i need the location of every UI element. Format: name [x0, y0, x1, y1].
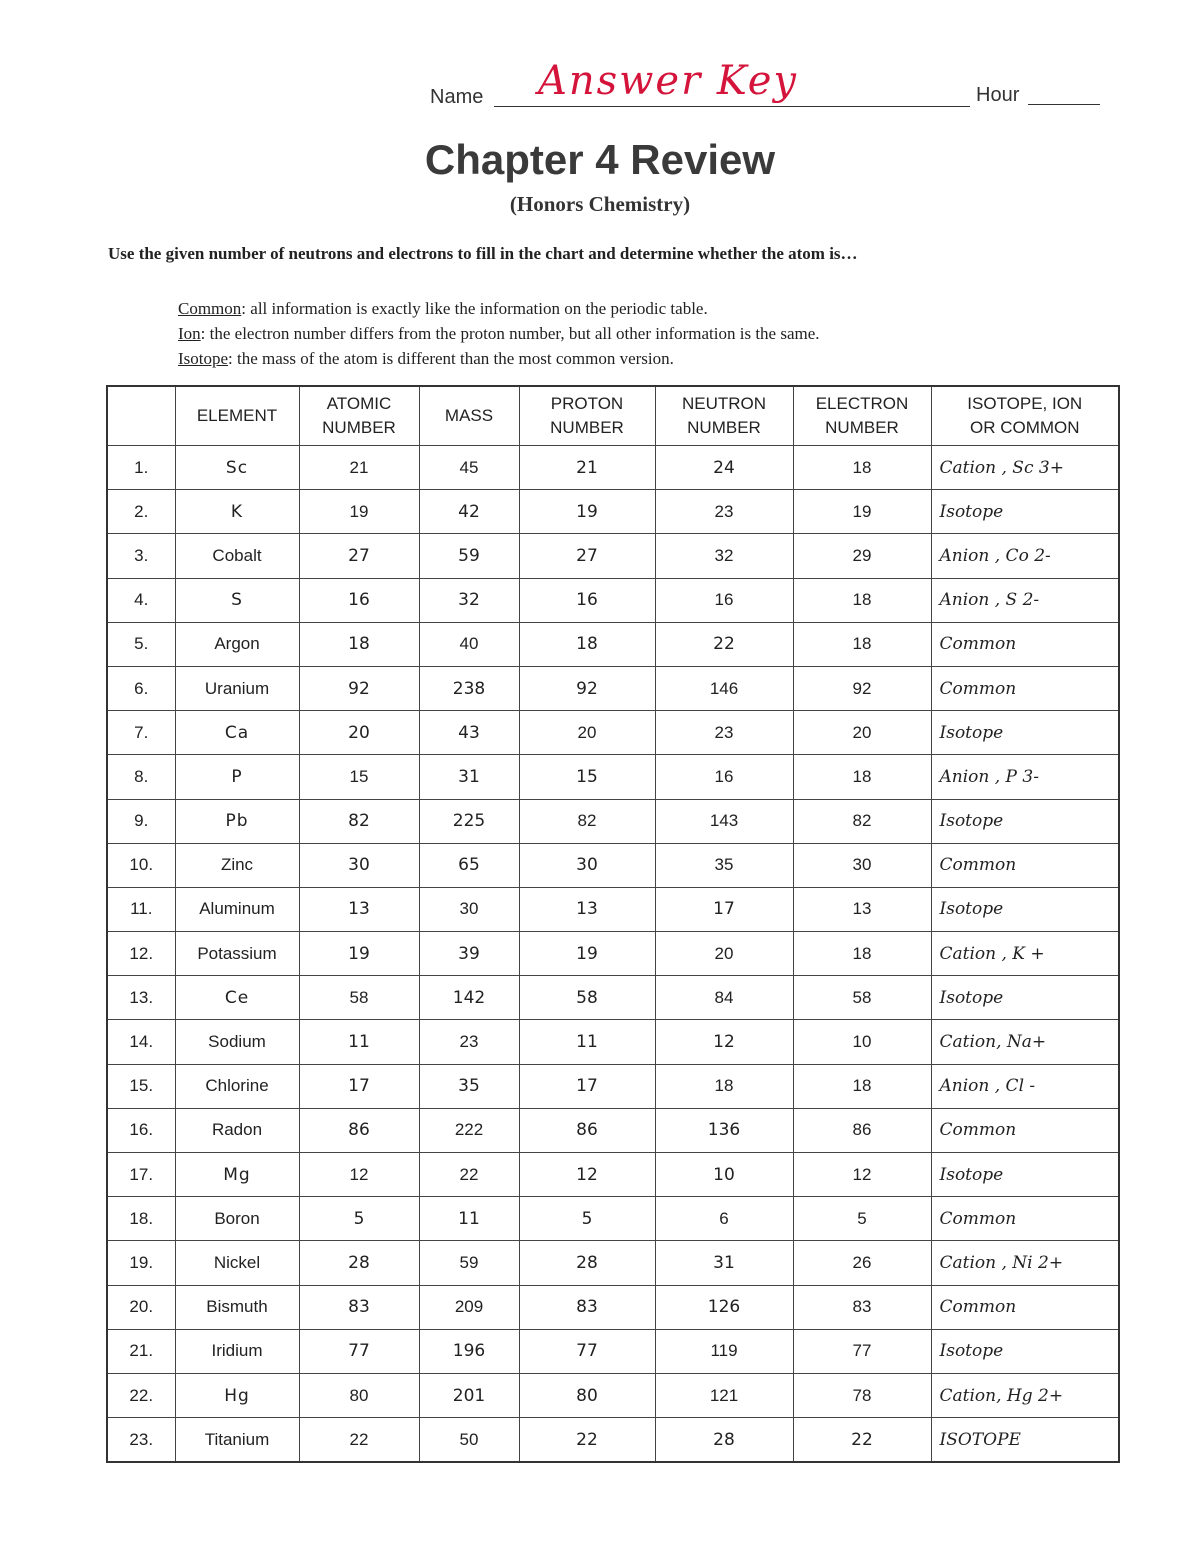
- definition-text: : the mass of the atom is different than the most common version.: [228, 349, 674, 368]
- table-row: [107, 1108, 1119, 1152]
- element-cell: Titanium: [175, 1418, 299, 1463]
- proton-number-cell: 86: [519, 1108, 655, 1152]
- row-number: 22.: [107, 1373, 175, 1417]
- classification-cell: Common: [931, 1197, 1119, 1241]
- classification-cell: Anion , P 3-: [931, 755, 1119, 799]
- table-row: [107, 887, 1119, 931]
- electron-number-cell: 22: [793, 1418, 931, 1463]
- classification-cell: Isotope: [931, 887, 1119, 931]
- table-row: [107, 446, 1119, 490]
- neutron-number-cell: 146: [655, 666, 793, 710]
- element-cell: Mg: [175, 1153, 299, 1197]
- electron-number-cell: 58: [793, 976, 931, 1020]
- table-row: [107, 932, 1119, 976]
- mass-cell: 196: [419, 1329, 519, 1373]
- proton-number-cell: 21: [519, 446, 655, 490]
- element-cell: S: [175, 578, 299, 622]
- electron-number-cell: 18: [793, 1064, 931, 1108]
- mass-cell: 23: [419, 1020, 519, 1064]
- atomic-number-cell: 21: [299, 446, 419, 490]
- mass-cell: 142: [419, 976, 519, 1020]
- proton-number-cell: 92: [519, 666, 655, 710]
- electron-number-cell: 83: [793, 1285, 931, 1329]
- table-row: [107, 1285, 1119, 1329]
- row-number: 23.: [107, 1418, 175, 1463]
- header-proton-label-1: PROTON: [550, 394, 624, 413]
- element-cell: P: [175, 755, 299, 799]
- atomic-number-cell: 13: [299, 887, 419, 931]
- atomic-number-cell: 12: [299, 1153, 419, 1197]
- neutron-number-cell: 35: [655, 843, 793, 887]
- definition-text: : all information is exactly like the information on the periodic table.: [241, 299, 708, 318]
- classification-cell: Cation , K +: [931, 932, 1119, 976]
- header-mass: [419, 386, 519, 446]
- atomic-number-cell: 27: [299, 534, 419, 578]
- page-title: Chapter 4 Review: [424, 136, 776, 183]
- electron-number-cell: 10: [793, 1020, 931, 1064]
- element-cell: Pb: [175, 799, 299, 843]
- classification-cell: Cation, Na+: [931, 1020, 1119, 1064]
- electron-number-cell: 19: [793, 490, 931, 534]
- name-label: Name: [430, 86, 484, 108]
- neutron-number-cell: 23: [655, 711, 793, 755]
- name-line: [494, 106, 970, 107]
- element-cell: Ce: [175, 976, 299, 1020]
- header-electron-label-1: ELECTRON: [815, 394, 909, 413]
- row-number: 11.: [107, 887, 175, 931]
- table-row: [107, 1153, 1119, 1197]
- row-number: 8.: [107, 755, 175, 799]
- classification-cell: Anion , Co 2-: [931, 534, 1119, 578]
- classification-cell: Isotope: [931, 1329, 1119, 1373]
- mass-cell: 35: [419, 1064, 519, 1108]
- definition-text: : the electron number differs from the proton number, but all other information is the same.: [200, 324, 820, 343]
- neutron-number-cell: 17: [655, 887, 793, 931]
- row-number: 9.: [107, 799, 175, 843]
- mass-cell: 42: [419, 490, 519, 534]
- proton-number-cell: 5: [519, 1197, 655, 1241]
- electron-number-cell: 82: [793, 799, 931, 843]
- electron-number-cell: 12: [793, 1153, 931, 1197]
- classification-cell: Cation, Hg 2+: [931, 1373, 1119, 1417]
- element-cell: Bismuth: [175, 1285, 299, 1329]
- neutron-number-cell: 119: [655, 1329, 793, 1373]
- row-number: 4.: [107, 578, 175, 622]
- table-row: [107, 1064, 1119, 1108]
- proton-number-cell: 83: [519, 1285, 655, 1329]
- element-cell: K: [175, 490, 299, 534]
- neutron-number-cell: 10: [655, 1153, 793, 1197]
- classification-cell: Cation , Sc 3+: [931, 446, 1119, 490]
- chart-body: [107, 446, 1119, 1463]
- electron-number-cell: 18: [793, 578, 931, 622]
- classification-cell: Common: [931, 1285, 1119, 1329]
- neutron-number-cell: 12: [655, 1020, 793, 1064]
- mass-cell: 30: [419, 887, 519, 931]
- header-proton: [519, 386, 655, 446]
- header-atomic-label-1: ATOMIC: [326, 394, 392, 413]
- element-cell: Hg: [175, 1373, 299, 1417]
- proton-number-cell: 15: [519, 755, 655, 799]
- table-row: [107, 1418, 1119, 1463]
- mass-cell: 201: [419, 1373, 519, 1417]
- mass-cell: 222: [419, 1108, 519, 1152]
- atomic-number-cell: 17: [299, 1064, 419, 1108]
- hour-label: Hour: [976, 84, 1020, 106]
- neutron-number-cell: 18: [655, 1064, 793, 1108]
- header-type-label-1: ISOTOPE, ION: [967, 394, 1083, 413]
- instructions: Use the given number of neutrons and electrons to fill in the chart and determine whether the atom is…: [108, 244, 858, 263]
- atomic-number-cell: 58: [299, 976, 419, 1020]
- element-cell: Aluminum: [175, 887, 299, 931]
- proton-number-cell: 58: [519, 976, 655, 1020]
- electron-number-cell: 20: [793, 711, 931, 755]
- neutron-number-cell: 121: [655, 1373, 793, 1417]
- row-number: 16.: [107, 1108, 175, 1152]
- proton-number-cell: 19: [519, 932, 655, 976]
- table-row: [107, 534, 1119, 578]
- neutron-number-cell: 126: [655, 1285, 793, 1329]
- table-row: [107, 1241, 1119, 1285]
- row-number: 2.: [107, 490, 175, 534]
- element-cell: Iridium: [175, 1329, 299, 1373]
- header-row: [107, 386, 1119, 446]
- electron-number-cell: 78: [793, 1373, 931, 1417]
- proton-number-cell: 20: [519, 711, 655, 755]
- element-cell: Sc: [175, 446, 299, 490]
- definition-ion: [178, 321, 820, 346]
- atomic-number-cell: 83: [299, 1285, 419, 1329]
- electron-number-cell: 86: [793, 1108, 931, 1152]
- proton-number-cell: 11: [519, 1020, 655, 1064]
- atomic-number-cell: 15: [299, 755, 419, 799]
- mass-cell: 39: [419, 932, 519, 976]
- header-neutron-label-2: NUMBER: [687, 418, 761, 437]
- classification-cell: Common: [931, 666, 1119, 710]
- table-row: [107, 490, 1119, 534]
- element-cell: Potassium: [175, 932, 299, 976]
- mass-cell: 59: [419, 1241, 519, 1285]
- mass-cell: 50: [419, 1418, 519, 1463]
- mass-cell: 209: [419, 1285, 519, 1329]
- proton-number-cell: 30: [519, 843, 655, 887]
- definitions: [178, 296, 820, 371]
- proton-number-cell: 13: [519, 887, 655, 931]
- proton-number-cell: 12: [519, 1153, 655, 1197]
- atomic-number-cell: 80: [299, 1373, 419, 1417]
- neutron-number-cell: 28: [655, 1418, 793, 1463]
- element-cell: Chlorine: [175, 1064, 299, 1108]
- row-number: 10.: [107, 843, 175, 887]
- classification-cell: Anion , S 2-: [931, 578, 1119, 622]
- mass-cell: 43: [419, 711, 519, 755]
- row-number: 20.: [107, 1285, 175, 1329]
- atomic-number-cell: 82: [299, 799, 419, 843]
- classification-cell: Cation , Ni 2+: [931, 1241, 1119, 1285]
- table-row: [107, 976, 1119, 1020]
- header-element-label: ELEMENT: [196, 406, 278, 425]
- header-proton-label-2: NUMBER: [550, 418, 624, 437]
- definition-term: Common: [178, 299, 242, 318]
- classification-cell: ISOTOPE: [931, 1418, 1119, 1463]
- header-type: [931, 386, 1119, 446]
- header-atomic-label-2: NUMBER: [322, 418, 396, 437]
- table-row: [107, 1197, 1119, 1241]
- table-row: [107, 1020, 1119, 1064]
- proton-number-cell: 82: [519, 799, 655, 843]
- row-number: 14.: [107, 1020, 175, 1064]
- definition-isotope: [178, 346, 820, 371]
- table-row: [107, 799, 1119, 843]
- proton-number-cell: 19: [519, 490, 655, 534]
- header-atomic: [299, 386, 419, 446]
- header-neutron: [655, 386, 793, 446]
- proton-number-cell: 80: [519, 1373, 655, 1417]
- element-cell: Uranium: [175, 666, 299, 710]
- name-row: [430, 58, 1130, 118]
- proton-number-cell: 22: [519, 1418, 655, 1463]
- proton-number-cell: 16: [519, 578, 655, 622]
- mass-cell: 32: [419, 578, 519, 622]
- mass-cell: 22: [419, 1153, 519, 1197]
- row-number: 3.: [107, 534, 175, 578]
- header-type-label-2: OR COMMON: [969, 418, 1080, 437]
- atomic-number-cell: 28: [299, 1241, 419, 1285]
- atomic-number-cell: 18: [299, 622, 419, 666]
- element-cell: Nickel: [175, 1241, 299, 1285]
- electron-number-cell: 30: [793, 843, 931, 887]
- header-mass-label: MASS: [444, 406, 494, 425]
- proton-number-cell: 18: [519, 622, 655, 666]
- electron-number-cell: 77: [793, 1329, 931, 1373]
- classification-cell: Isotope: [931, 490, 1119, 534]
- header-electron: [793, 386, 931, 446]
- proton-number-cell: 77: [519, 1329, 655, 1373]
- row-number: 1.: [107, 446, 175, 490]
- mass-cell: 40: [419, 622, 519, 666]
- mass-cell: 59: [419, 534, 519, 578]
- header-electron-label-2: NUMBER: [825, 418, 899, 437]
- classification-cell: Anion , Cl -: [931, 1064, 1119, 1108]
- classification-cell: Isotope: [931, 976, 1119, 1020]
- row-number: 6.: [107, 666, 175, 710]
- definition-term: Isotope: [178, 349, 229, 368]
- hour-line: [1028, 104, 1100, 105]
- atomic-number-cell: 30: [299, 843, 419, 887]
- table-row: [107, 578, 1119, 622]
- proton-number-cell: 27: [519, 534, 655, 578]
- classification-cell: Isotope: [931, 1153, 1119, 1197]
- table-row: [107, 755, 1119, 799]
- neutron-number-cell: 143: [655, 799, 793, 843]
- element-chart: [106, 385, 1120, 1463]
- neutron-number-cell: 16: [655, 755, 793, 799]
- atomic-number-cell: 86: [299, 1108, 419, 1152]
- element-cell: Boron: [175, 1197, 299, 1241]
- atomic-number-cell: 16: [299, 578, 419, 622]
- neutron-number-cell: 24: [655, 446, 793, 490]
- page-subtitle: (Honors Chemistry): [509, 192, 691, 216]
- neutron-number-cell: 23: [655, 490, 793, 534]
- classification-cell: Common: [931, 622, 1119, 666]
- electron-number-cell: 13: [793, 887, 931, 931]
- neutron-number-cell: 6: [655, 1197, 793, 1241]
- mass-cell: 65: [419, 843, 519, 887]
- atomic-number-cell: 5: [299, 1197, 419, 1241]
- table-row: [107, 1329, 1119, 1373]
- electron-number-cell: 29: [793, 534, 931, 578]
- neutron-number-cell: 32: [655, 534, 793, 578]
- classification-cell: Isotope: [931, 799, 1119, 843]
- atomic-number-cell: 20: [299, 711, 419, 755]
- electron-number-cell: 92: [793, 666, 931, 710]
- header-element: [175, 386, 299, 446]
- name-value: Answer Key: [538, 58, 798, 104]
- neutron-number-cell: 20: [655, 932, 793, 976]
- row-number: 17.: [107, 1153, 175, 1197]
- row-number: 5.: [107, 622, 175, 666]
- atomic-number-cell: 11: [299, 1020, 419, 1064]
- classification-cell: Common: [931, 843, 1119, 887]
- proton-number-cell: 28: [519, 1241, 655, 1285]
- electron-number-cell: 18: [793, 755, 931, 799]
- neutron-number-cell: 31: [655, 1241, 793, 1285]
- row-number: 21.: [107, 1329, 175, 1373]
- table-row: [107, 622, 1119, 666]
- mass-cell: 11: [419, 1197, 519, 1241]
- electron-number-cell: 26: [793, 1241, 931, 1285]
- mass-cell: 225: [419, 799, 519, 843]
- proton-number-cell: 17: [519, 1064, 655, 1108]
- electron-number-cell: 18: [793, 446, 931, 490]
- row-number: 18.: [107, 1197, 175, 1241]
- atomic-number-cell: 92: [299, 666, 419, 710]
- classification-cell: Isotope: [931, 711, 1119, 755]
- neutron-number-cell: 22: [655, 622, 793, 666]
- classification-cell: Common: [931, 1108, 1119, 1152]
- row-number: 13.: [107, 976, 175, 1020]
- row-number: 19.: [107, 1241, 175, 1285]
- electron-number-cell: 5: [793, 1197, 931, 1241]
- element-cell: Sodium: [175, 1020, 299, 1064]
- element-cell: Argon: [175, 622, 299, 666]
- element-cell: Cobalt: [175, 534, 299, 578]
- definition-term: Ion: [178, 324, 201, 343]
- electron-number-cell: 18: [793, 932, 931, 976]
- definition-common: [178, 296, 820, 321]
- table-row: [107, 711, 1119, 755]
- atomic-number-cell: 22: [299, 1418, 419, 1463]
- table-row: [107, 666, 1119, 710]
- element-cell: Ca: [175, 711, 299, 755]
- neutron-number-cell: 84: [655, 976, 793, 1020]
- row-number: 7.: [107, 711, 175, 755]
- row-number: 15.: [107, 1064, 175, 1108]
- element-cell: Radon: [175, 1108, 299, 1152]
- neutron-number-cell: 16: [655, 578, 793, 622]
- neutron-number-cell: 136: [655, 1108, 793, 1152]
- table-row: [107, 843, 1119, 887]
- element-cell: Zinc: [175, 843, 299, 887]
- table-row: [107, 1373, 1119, 1417]
- atomic-number-cell: 77: [299, 1329, 419, 1373]
- header-neutron-label-1: NEUTRON: [681, 394, 767, 413]
- mass-cell: 238: [419, 666, 519, 710]
- mass-cell: 45: [419, 446, 519, 490]
- atomic-number-cell: 19: [299, 490, 419, 534]
- mass-cell: 31: [419, 755, 519, 799]
- atomic-number-cell: 19: [299, 932, 419, 976]
- electron-number-cell: 18: [793, 622, 931, 666]
- header-number: [107, 386, 175, 446]
- row-number: 12.: [107, 932, 175, 976]
